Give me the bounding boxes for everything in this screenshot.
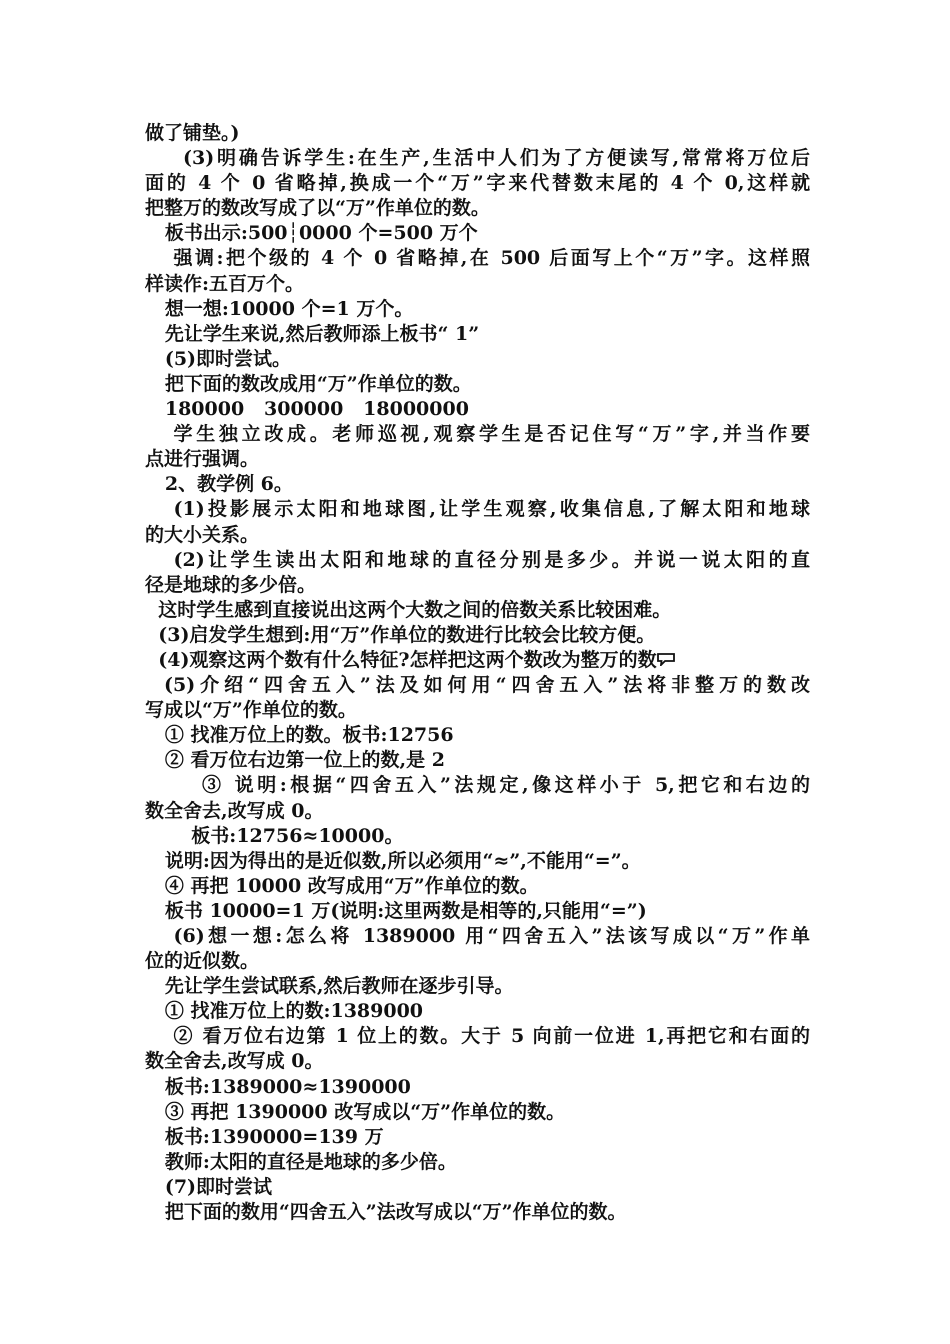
- text-line: 2、教学例 6。: [145, 473, 293, 496]
- text-line: ② 看万位右边第一位上的数,是 2: [145, 749, 445, 772]
- text-line: 把整万的数改写成了以“万”作单位的数。: [145, 197, 490, 220]
- text-line: 面的 4 个 0 省略掉,换成一个“万”字来代替数末尾的 4 个 0,这样就: [145, 172, 810, 195]
- text-line: ① 找准万位上的数:1389000: [145, 1000, 424, 1023]
- text-line: ③ 再把 1390000 改写成以“万”作单位的数。: [145, 1100, 566, 1123]
- text-line: (5)即时尝试。: [145, 347, 292, 370]
- text-line: 做了铺垫。): [145, 122, 240, 144]
- text-line: 这时学生感到直接说出这两个大数之间的倍数关系比较困难。: [145, 598, 672, 621]
- text-line: (7)即时尝试: [145, 1175, 273, 1198]
- text-line: 把下面的数改成用“万”作单位的数。: [145, 372, 472, 395]
- text-line: (3)启发学生想到:用“万”作单位的数进行比较会比较方便。: [145, 623, 656, 646]
- text-line: ① 找准万位上的数。板书:12756: [145, 724, 454, 747]
- text-line: (1)投影展示太阳和地球图,让学生观察,收集信息,了解太阳和地球: [173, 498, 810, 521]
- text-line: 180000 300000 18000000: [145, 398, 469, 421]
- text-line: 把下面的数用“四舍五入”法改写成以“万”作单位的数。: [145, 1201, 627, 1224]
- text-line: 样读作:五百万个。: [145, 272, 305, 295]
- text-line: 径是地球的多少倍。: [145, 573, 317, 596]
- text-line: 教师:太阳的直径是地球的多少倍。: [145, 1150, 457, 1173]
- text-line: 想一想:10000 个=1 万个。: [145, 297, 414, 320]
- text-line: ④ 再把 10000 改写成用“万”作单位的数。: [145, 874, 539, 897]
- text-line: (5)介绍“四舍五入”法及如何用“四舍五入”法将非整万的数改: [164, 674, 810, 697]
- text-line: (6)想一想:怎么将 1389000 用“四舍五入”法该写成以“万”作单: [173, 925, 810, 947]
- text-line: 数全舍去,改写成 0。: [145, 1050, 324, 1073]
- text-line: (4)观察这两个数有什么特征?怎样把这两个数改为整万的数: [145, 648, 810, 673]
- text-line: ③ 说明:根据“四舍五入”法规定,像这样小于 5,把它和右边的: [202, 774, 810, 797]
- text-line: (3)明确告诉学生:在生产,生活中人们为了方便读写,常常将万位后: [183, 147, 810, 170]
- text-line: ② 看万位右边第 1 位上的数。大于 5 向前一位进 1,再把它和右面的: [173, 1025, 810, 1048]
- text-line: 板书:12756≈10000。: [145, 824, 404, 847]
- text-line: 先让学生尝试联系,然后教师在逐步引导。: [145, 975, 514, 998]
- text-line: 的大小关系。: [145, 523, 260, 546]
- text-line: 写成以“万”作单位的数。: [145, 699, 357, 722]
- text-line: 点进行强调。: [145, 448, 260, 471]
- text-line: 板书:1390000=139 万: [145, 1125, 384, 1148]
- text-line: 板书出示:500┆0000 个=500 万个: [145, 222, 478, 245]
- text-line: 板书:1389000≈1390000: [145, 1075, 411, 1098]
- text-line: 学生独立改成。老师巡视,观察学生是否记住写“万”字,并当作要: [173, 423, 810, 446]
- text-line: 位的近似数。: [145, 950, 260, 973]
- text-line: 板书 10000=1 万(说明:这里两数是相等的,只能用“=”): [145, 899, 647, 922]
- text-line: 强调:把个级的 4 个 0 省略掉,在 500 后面写上个“万”字。这样照: [173, 247, 810, 270]
- text-line: 数全舍去,改写成 0。: [145, 799, 324, 822]
- text-line: (2)让学生读出太阳和地球的直径分别是多少。并说一说太阳的直: [173, 548, 810, 571]
- document-body: [145, 121, 810, 1225]
- text-line: 说明:因为得出的是近似数,所以必须用“≈”,不能用“=”。: [145, 849, 641, 872]
- text-line: 先让学生来说,然后教师添上板书“ 1”: [145, 322, 480, 345]
- speech-bubble-icon: [657, 648, 675, 673]
